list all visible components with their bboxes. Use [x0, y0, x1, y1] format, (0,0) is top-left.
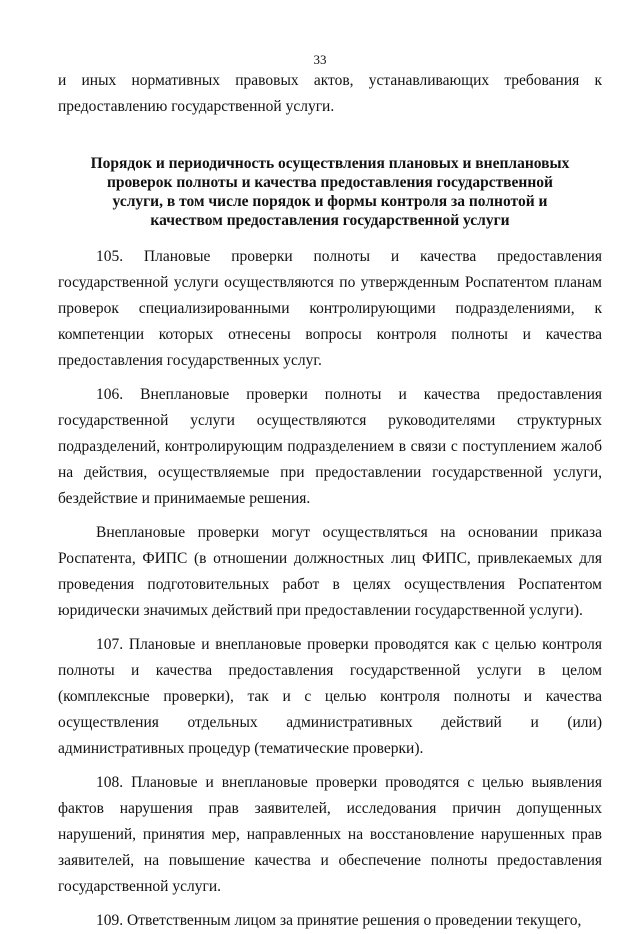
paragraph-106: 106. Внеплановые проверки полноты и качества предоставления государственной услуги осуществляются руководителями структурных подразделений, контролирующим подразделением в связи с поступлением жалоб на действия, осуществляемые при предоставлении государственной услуги, бездействие и принимаемые решения.: [58, 386, 602, 507]
intro-paragraph: и иных нормативных правовых актов, устанавливающих требования к предоставлению государственной услуги.: [58, 72, 602, 115]
paragraph-108: 108. Плановые и внеплановые проверки проводятся с целью выявления фактов нарушения прав заявителей, исследования причин допущенных нарушений, принятия мер, направленных на восстановление нарушенных прав заявителей, на повышение качества и обеспечение полноты предоставления государственной услуги.: [58, 774, 602, 895]
paragraph-107: 107. Плановые и внеплановые проверки проводятся как с целью контроля полноты и качества предоставления государственной услуги в целом (комплексные проверки), так и с целью контроля полноты и качества осуществления отдельных административных действий и (или) административных процедур (тематические проверки).: [58, 636, 602, 757]
paragraph-109: 109. Ответственным лицом за принятие решения о проведении текущего,: [96, 912, 582, 929]
paragraph-105: 105. Плановые проверки полноты и качества предоставления государственной услуги осуществляются по утвержденным Роспатентом планам проверок специализированными контролирующими подразделениями, к компетенции которых отнесены вопросы контроля полноты и качества предоставления государственных услуг.: [58, 248, 602, 369]
document-body: [58, 68, 602, 934]
paragraph-106-continued: Внеплановые проверки могут осуществляться на основании приказа Роспатента, ФИПС (в отношении должностных лиц ФИПС, привлекаемых для проведения подготовительных работ в целях осуществления Роспатентом юридически значимых действий при предоставлении государственной услуги).: [58, 524, 602, 619]
section-heading: Порядок и периодичность осуществления плановых и внеплановых проверок полноты и качества предоставления государственной услуги, в том числе порядок и формы контроля за полнотой и качеством предоставления государственной услуги: [90, 155, 570, 229]
page-number: 33: [313, 52, 327, 67]
